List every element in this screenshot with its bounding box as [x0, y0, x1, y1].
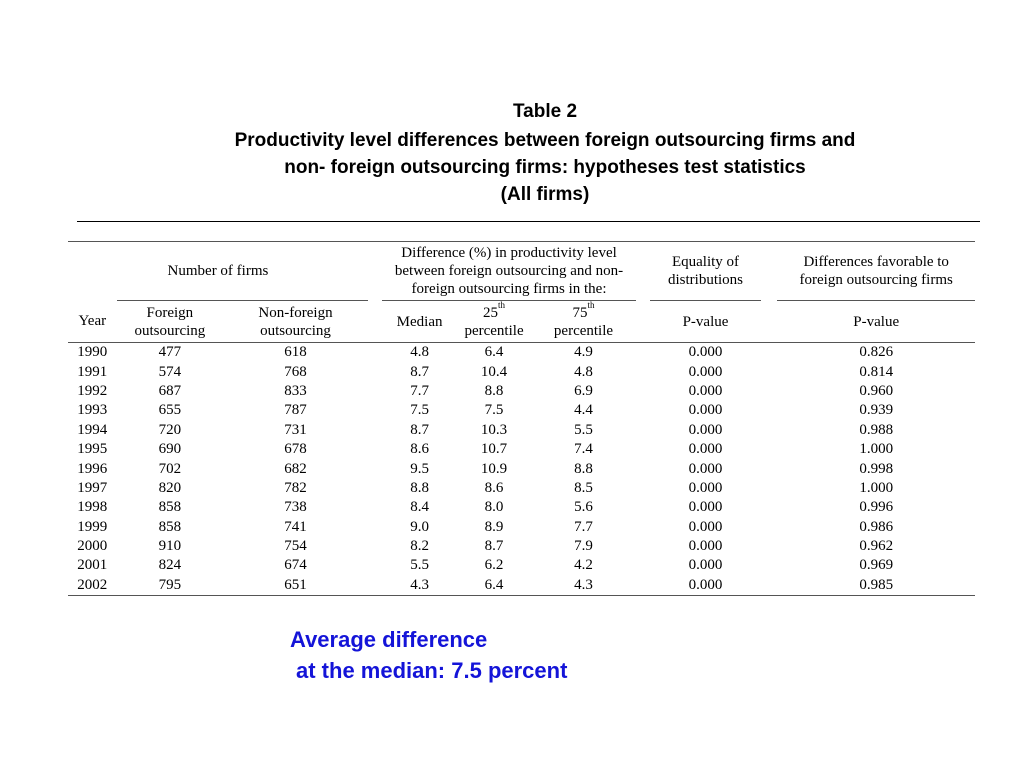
table-row — [68, 537, 975, 556]
p25-cell: 8.7 — [484, 538, 504, 555]
header-equality-of-distributions: Equality of distributions — [650, 242, 761, 301]
year-cell: 1992 — [77, 382, 108, 399]
equality-pvalue-cell: 0.000 — [688, 479, 723, 496]
median-cell: 7.7 — [410, 382, 429, 399]
favorable-pvalue-cell: 0.814 — [859, 363, 894, 380]
header-p-value-equality: P-value — [650, 301, 761, 343]
table-label: Table 2 — [512, 101, 578, 122]
foreign-count-cell: 574 — [158, 363, 182, 380]
p75-cell: 4.9 — [574, 344, 593, 361]
p75-cell: 4.3 — [531, 576, 635, 596]
year-cell: 1994 — [77, 421, 108, 438]
foreign-count-cell: 690 — [158, 441, 182, 458]
non-foreign-count-cell: 768 — [284, 363, 307, 380]
non-foreign-count-cell: 754 — [284, 538, 307, 555]
equality-pvalue-cell: 0.000 — [688, 402, 723, 419]
p25-cell: 8.6 — [484, 479, 504, 496]
equality-pvalue-cell: 0.000 — [688, 499, 723, 516]
median-cell: 8.2 — [410, 538, 429, 555]
average-difference-note-line-2: at the median: 7.5 percent — [296, 658, 568, 683]
p75-cell: 4.4 — [574, 402, 593, 419]
header-non-foreign-outsourcing: Non-foreign outsourcing — [223, 301, 368, 343]
p25-cell: 8.0 — [484, 499, 504, 516]
equality-pvalue-cell: 0.000 — [688, 421, 723, 438]
average-difference-note-line-1: Average difference — [290, 627, 488, 652]
table-row — [68, 518, 975, 537]
non-foreign-count-cell: 738 — [284, 499, 307, 516]
table-body — [68, 343, 975, 596]
median-cell: 8.7 — [410, 363, 429, 380]
non-foreign-count-cell: 678 — [284, 441, 307, 458]
p25-cell: 6.2 — [484, 557, 504, 574]
header-difference-percent: Difference (%) in productivity level between foreign outsourcing and non-foreign outsourcing firms in the: — [382, 242, 635, 301]
non-foreign-count-cell: 731 — [284, 421, 307, 438]
non-foreign-count-cell: 833 — [284, 382, 307, 399]
p75-cell: 5.6 — [574, 499, 593, 516]
foreign-count-cell: 858 — [158, 499, 182, 516]
favorable-pvalue-cell: 0.960 — [859, 382, 894, 399]
year-cell: 1996 — [77, 460, 108, 477]
p25-cell: 10.3 — [480, 421, 508, 438]
median-cell: 8.4 — [410, 499, 429, 516]
table-row — [68, 576, 975, 596]
favorable-pvalue-cell: 0.998 — [859, 460, 894, 477]
year-cell: 2000 — [77, 538, 108, 555]
table-row — [68, 459, 975, 478]
year-cell: 1995 — [77, 441, 108, 458]
year-cell: 1991 — [77, 363, 108, 380]
header-foreign-outsourcing: Foreign outsourcing — [117, 301, 224, 343]
header-differences-favorable: Differences favorable to foreign outsourcing firms — [777, 242, 975, 301]
p75-cell: 8.5 — [574, 479, 593, 496]
equality-pvalue-cell: 0.000 — [688, 363, 723, 380]
favorable-pvalue-cell: 1.000 — [859, 441, 894, 458]
foreign-count-cell: 858 — [158, 518, 182, 535]
header-number-of-firms: Number of firms — [68, 242, 368, 301]
foreign-count-cell: 477 — [158, 344, 182, 361]
p75-cell: 5.5 — [574, 421, 593, 438]
median-cell: 4.8 — [410, 344, 429, 361]
p75-cell: 7.9 — [574, 538, 593, 555]
p25-cell: 8.8 — [484, 382, 504, 399]
header-p-value-favorable: P-value — [777, 301, 975, 343]
favorable-pvalue-cell: 0.962 — [859, 538, 894, 555]
year-cell: 2002 — [68, 576, 117, 596]
table-row — [68, 343, 975, 363]
non-foreign-count-cell: 782 — [284, 479, 307, 496]
table-row — [68, 382, 975, 401]
table-title-line-1: Productivity level differences between foreign outsourcing firms and — [234, 130, 856, 151]
table-row — [68, 362, 975, 381]
equality-pvalue-cell: 0.000 — [688, 441, 723, 458]
foreign-count-cell: 820 — [158, 479, 182, 496]
p75-cell: 7.4 — [574, 441, 593, 458]
non-foreign-count-cell: 651 — [223, 576, 368, 596]
median-cell: 8.6 — [410, 441, 429, 458]
favorable-pvalue-cell: 0.986 — [859, 518, 894, 535]
p75-cell: 4.2 — [574, 557, 593, 574]
favorable-pvalue-cell: 0.939 — [859, 402, 894, 419]
equality-pvalue-cell: 0.000 — [688, 382, 723, 399]
title-divider — [77, 221, 980, 222]
equality-pvalue-cell: 0.000 — [688, 518, 723, 535]
foreign-count-cell: 687 — [158, 382, 182, 399]
table-row — [68, 556, 975, 575]
table-row — [68, 479, 975, 498]
non-foreign-count-cell: 787 — [284, 402, 307, 419]
header-25th-percentile: 25th percentile — [457, 301, 531, 343]
year-cell: 1993 — [77, 402, 108, 419]
foreign-count-cell: 910 — [158, 538, 182, 555]
p25-cell: 10.7 — [480, 441, 508, 458]
p25-cell: 6.4 — [484, 344, 504, 361]
foreign-count-cell: 795 — [117, 576, 224, 596]
p25-cell: 10.9 — [480, 460, 508, 477]
median-cell: 4.3 — [382, 576, 456, 596]
table-row — [68, 421, 975, 440]
p25-cell: 6.4 — [457, 576, 531, 596]
equality-pvalue-cell: 0.000 — [688, 460, 723, 477]
favorable-pvalue-cell: 0.985 — [777, 576, 975, 596]
median-cell: 9.5 — [410, 460, 429, 477]
p75-cell: 6.9 — [574, 382, 593, 399]
p25-cell: 10.4 — [480, 363, 508, 380]
header-median: Median — [382, 301, 456, 343]
equality-pvalue-cell: 0.000 — [688, 557, 723, 574]
statistics-table — [68, 241, 975, 596]
year-cell: 2001 — [77, 557, 108, 574]
p25-cell: 7.5 — [484, 402, 504, 419]
header-75th-percentile: 75th percentile — [531, 301, 635, 343]
median-cell: 9.0 — [410, 518, 429, 535]
favorable-pvalue-cell: 0.826 — [859, 344, 894, 361]
favorable-pvalue-cell: 0.988 — [859, 421, 894, 438]
foreign-count-cell: 720 — [158, 421, 182, 438]
equality-pvalue-cell: 0.000 — [688, 538, 723, 555]
foreign-count-cell: 702 — [158, 460, 182, 477]
year-cell: 1990 — [77, 344, 108, 361]
favorable-pvalue-cell: 0.996 — [859, 499, 894, 516]
foreign-count-cell: 655 — [158, 402, 182, 419]
table-row — [68, 498, 975, 517]
p75-cell: 8.8 — [574, 460, 593, 477]
median-cell: 8.7 — [410, 421, 429, 438]
equality-pvalue-cell: 0.000 — [688, 344, 723, 361]
non-foreign-count-cell: 682 — [284, 460, 307, 477]
favorable-pvalue-cell: 1.000 — [859, 479, 894, 496]
p75-cell: 7.7 — [574, 518, 593, 535]
non-foreign-count-cell: 741 — [284, 518, 307, 535]
header-year: Year — [68, 301, 117, 343]
year-cell: 1997 — [77, 479, 108, 496]
median-cell: 8.8 — [410, 479, 429, 496]
median-cell: 7.5 — [410, 402, 429, 419]
table-title-line-2: non- foreign outsourcing firms: hypotheses test statistics — [284, 157, 806, 178]
p75-cell: 4.8 — [574, 363, 593, 380]
table-row — [68, 401, 975, 420]
median-cell: 5.5 — [410, 557, 429, 574]
foreign-count-cell: 824 — [158, 557, 182, 574]
favorable-pvalue-cell: 0.969 — [859, 557, 894, 574]
year-cell: 1999 — [77, 518, 108, 535]
p25-cell: 8.9 — [484, 518, 504, 535]
year-cell: 1998 — [77, 499, 108, 516]
non-foreign-count-cell: 674 — [284, 557, 307, 574]
table-subtitle: (All firms) — [500, 184, 590, 205]
equality-pvalue-cell: 0.000 — [650, 576, 761, 596]
table-row — [68, 440, 975, 459]
non-foreign-count-cell: 618 — [284, 344, 307, 361]
